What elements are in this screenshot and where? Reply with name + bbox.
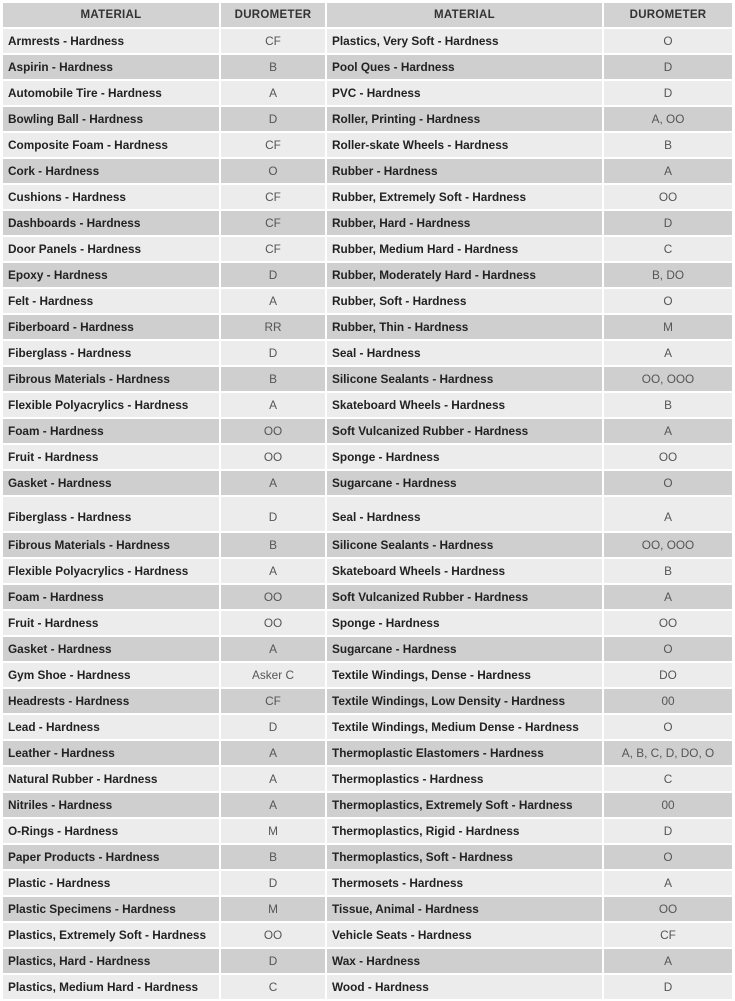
table-row (3, 81, 732, 105)
durometer-left-cell: M (221, 897, 325, 921)
durometer-left-cell: A (221, 81, 325, 105)
table-row (3, 133, 732, 157)
durometer-right-cell: C (604, 237, 732, 261)
durometer-left-cell: B (221, 533, 325, 557)
material-left-cell: O-Rings - Hardness (3, 819, 219, 843)
durometer-left-cell: OO (221, 585, 325, 609)
durometer-right-cell: D (604, 55, 732, 79)
table-row (3, 471, 732, 495)
table-row (3, 29, 732, 53)
material-right-cell: Rubber, Extremely Soft - Hardness (327, 185, 602, 209)
durometer-right-cell: OO (604, 611, 732, 635)
durometer-left-cell: C (221, 975, 325, 999)
table-row (3, 367, 732, 391)
material-left-cell: Gasket - Hardness (3, 637, 219, 661)
table-row (3, 237, 732, 261)
material-right-cell: Seal - Hardness (327, 497, 602, 531)
material-right-cell: Soft Vulcanized Rubber - Hardness (327, 585, 602, 609)
table-row (3, 419, 732, 443)
material-left-cell: Foam - Hardness (3, 585, 219, 609)
material-right-cell: Thermoplastics, Soft - Hardness (327, 845, 602, 869)
durometer-left-cell: A (221, 767, 325, 791)
material-left-cell: Bowling Ball - Hardness (3, 107, 219, 131)
durometer-right-cell: O (604, 845, 732, 869)
material-right-cell: Sponge - Hardness (327, 445, 602, 469)
table-row (3, 497, 732, 531)
material-left-cell: Fruit - Hardness (3, 611, 219, 635)
material-right-cell: Rubber - Hardness (327, 159, 602, 183)
durometer-right-cell: D (604, 211, 732, 235)
table-row (3, 897, 732, 921)
durometer-left-cell: A (221, 559, 325, 583)
durometer-right-cell: 00 (604, 689, 732, 713)
table-row (3, 159, 732, 183)
durometer-left-cell: A (221, 793, 325, 817)
material-left-cell: Armrests - Hardness (3, 29, 219, 53)
durometer-right-cell: B (604, 393, 732, 417)
durometer-right-cell: A (604, 871, 732, 895)
material-right-cell: Silicone Sealants - Hardness (327, 367, 602, 391)
material-right-cell: Textile Windings, Medium Dense - Hardness (327, 715, 602, 739)
material-left-cell: Plastic Specimens - Hardness (3, 897, 219, 921)
material-right-cell: Textile Windings, Dense - Hardness (327, 663, 602, 687)
material-left-cell: Felt - Hardness (3, 289, 219, 313)
material-right-cell: Thermoplastics, Extremely Soft - Hardness (327, 793, 602, 817)
durometer-left-cell: CF (221, 237, 325, 261)
material-left-cell: Aspirin - Hardness (3, 55, 219, 79)
durometer-right-cell: B, DO (604, 263, 732, 287)
material-right-cell: Rubber, Hard - Hardness (327, 211, 602, 235)
table-row (3, 845, 732, 869)
durometer-left-cell: OO (221, 611, 325, 635)
table-row (3, 975, 732, 999)
durometer-left-cell: A (221, 637, 325, 661)
durometer-left-cell: B (221, 367, 325, 391)
material-left-cell: Leather - Hardness (3, 741, 219, 765)
durometer-left-cell: D (221, 263, 325, 287)
material-right-cell: Rubber, Moderately Hard - Hardness (327, 263, 602, 287)
durometer-left-cell: OO (221, 445, 325, 469)
table-row (3, 315, 732, 339)
durometer-right-cell: O (604, 29, 732, 53)
durometer-right-cell: OO, OOO (604, 533, 732, 557)
durometer-right-cell: A (604, 419, 732, 443)
material-right-cell: Tissue, Animal - Hardness (327, 897, 602, 921)
material-right-cell: Rubber, Soft - Hardness (327, 289, 602, 313)
material-left-cell: Fibrous Materials - Hardness (3, 367, 219, 391)
durometer-right-cell: A (604, 159, 732, 183)
material-right-cell: Silicone Sealants - Hardness (327, 533, 602, 557)
table-row (3, 263, 732, 287)
material-right-cell: Vehicle Seats - Hardness (327, 923, 602, 947)
table-row (3, 533, 732, 557)
durometer-right-cell: 00 (604, 793, 732, 817)
durometer-right-cell: A (604, 949, 732, 973)
material-left-cell: Lead - Hardness (3, 715, 219, 739)
durometer-right-cell: A (604, 585, 732, 609)
material-left-cell: Flexible Polyacrylics - Hardness (3, 393, 219, 417)
table-row (3, 637, 732, 661)
durometer-right-cell: OO (604, 445, 732, 469)
material-left-cell: Cushions - Hardness (3, 185, 219, 209)
durometer-left-cell: OO (221, 419, 325, 443)
durometer-right-cell: O (604, 715, 732, 739)
material-right-cell: Rubber, Thin - Hardness (327, 315, 602, 339)
material-left-cell: Fruit - Hardness (3, 445, 219, 469)
header-durometer-left: DUROMETER (221, 3, 325, 27)
durometer-right-cell: D (604, 81, 732, 105)
durometer-left-cell: A (221, 393, 325, 417)
material-right-cell: Sugarcane - Hardness (327, 637, 602, 661)
material-left-cell: Plastics, Medium Hard - Hardness (3, 975, 219, 999)
table-row (3, 107, 732, 131)
material-left-cell: Nitriles - Hardness (3, 793, 219, 817)
table-row (3, 55, 732, 79)
material-right-cell: Plastics, Very Soft - Hardness (327, 29, 602, 53)
table-row (3, 871, 732, 895)
material-left-cell: Plastics, Extremely Soft - Hardness (3, 923, 219, 947)
material-left-cell: Plastics, Hard - Hardness (3, 949, 219, 973)
table-row (3, 715, 732, 739)
material-left-cell: Gasket - Hardness (3, 471, 219, 495)
durometer-left-cell: D (221, 715, 325, 739)
durometer-right-cell: OO (604, 897, 732, 921)
durometer-left-cell: Asker C (221, 663, 325, 687)
material-left-cell: Epoxy - Hardness (3, 263, 219, 287)
material-right-cell: Wax - Hardness (327, 949, 602, 973)
durometer-left-cell: D (221, 949, 325, 973)
durometer-left-cell: OO (221, 923, 325, 947)
material-right-cell: Wood - Hardness (327, 975, 602, 999)
durometer-left-cell: A (221, 741, 325, 765)
durometer-right-cell: A, B, C, D, DO, O (604, 741, 732, 765)
table-row (3, 445, 732, 469)
durometer-right-cell: OO, OOO (604, 367, 732, 391)
durometer-left-cell: A (221, 471, 325, 495)
header-material-right: MATERIAL (327, 3, 602, 27)
material-left-cell: Fiberglass - Hardness (3, 497, 219, 531)
durometer-right-cell: A (604, 341, 732, 365)
material-right-cell: Roller-skate Wheels - Hardness (327, 133, 602, 157)
header-material-left: MATERIAL (3, 3, 219, 27)
durometer-right-cell: M (604, 315, 732, 339)
durometer-left-cell: D (221, 107, 325, 131)
material-right-cell: Textile Windings, Low Density - Hardness (327, 689, 602, 713)
table-row (3, 611, 732, 635)
table-row (3, 185, 732, 209)
table-row (3, 559, 732, 583)
material-right-cell: Skateboard Wheels - Hardness (327, 393, 602, 417)
material-right-cell: Roller, Printing - Hardness (327, 107, 602, 131)
header-durometer-right: DUROMETER (604, 3, 732, 27)
durometer-right-cell: DO (604, 663, 732, 687)
durometer-left-cell: D (221, 341, 325, 365)
material-left-cell: Automobile Tire - Hardness (3, 81, 219, 105)
material-left-cell: Paper Products - Hardness (3, 845, 219, 869)
durometer-left-cell: D (221, 871, 325, 895)
durometer-right-cell: O (604, 289, 732, 313)
table-row (3, 341, 732, 365)
material-right-cell: Seal - Hardness (327, 341, 602, 365)
material-right-cell: Pool Ques - Hardness (327, 55, 602, 79)
material-left-cell: Door Panels - Hardness (3, 237, 219, 261)
durometer-left-cell: D (221, 497, 325, 531)
durometer-left-cell: CF (221, 689, 325, 713)
durometer-left-cell: CF (221, 29, 325, 53)
table-row (3, 393, 732, 417)
table-row (3, 741, 732, 765)
durometer-left-cell: CF (221, 133, 325, 157)
durometer-left-cell: CF (221, 185, 325, 209)
table-row (3, 663, 732, 687)
table-row (3, 211, 732, 235)
material-right-cell: Thermoplastic Elastomers - Hardness (327, 741, 602, 765)
durometer-left-cell: CF (221, 211, 325, 235)
material-left-cell: Plastic - Hardness (3, 871, 219, 895)
material-right-cell: PVC - Hardness (327, 81, 602, 105)
table-row (3, 689, 732, 713)
durometer-left-cell: M (221, 819, 325, 843)
durometer-left-cell: B (221, 845, 325, 869)
material-left-cell: Foam - Hardness (3, 419, 219, 443)
durometer-right-cell: D (604, 819, 732, 843)
table-header-row (3, 3, 732, 27)
material-right-cell: Sugarcane - Hardness (327, 471, 602, 495)
durometer-left-cell: B (221, 55, 325, 79)
material-left-cell: Composite Foam - Hardness (3, 133, 219, 157)
material-left-cell: Fibrous Materials - Hardness (3, 533, 219, 557)
material-right-cell: Sponge - Hardness (327, 611, 602, 635)
material-left-cell: Fiberboard - Hardness (3, 315, 219, 339)
durometer-right-cell: A, OO (604, 107, 732, 131)
material-right-cell: Thermoplastics, Rigid - Hardness (327, 819, 602, 843)
material-left-cell: Gym Shoe - Hardness (3, 663, 219, 687)
table-row (3, 793, 732, 817)
material-left-cell: Natural Rubber - Hardness (3, 767, 219, 791)
durometer-right-cell: B (604, 559, 732, 583)
durometer-left-cell: A (221, 289, 325, 313)
material-right-cell: Rubber, Medium Hard - Hardness (327, 237, 602, 261)
material-left-cell: Cork - Hardness (3, 159, 219, 183)
material-right-cell: Thermoplastics - Hardness (327, 767, 602, 791)
durometer-left-cell: RR (221, 315, 325, 339)
durometer-right-cell: C (604, 767, 732, 791)
material-left-cell: Flexible Polyacrylics - Hardness (3, 559, 219, 583)
material-right-cell: Thermosets - Hardness (327, 871, 602, 895)
table-row (3, 767, 732, 791)
material-left-cell: Dashboards - Hardness (3, 211, 219, 235)
table-row (3, 289, 732, 313)
durometer-right-cell: O (604, 471, 732, 495)
material-right-cell: Skateboard Wheels - Hardness (327, 559, 602, 583)
material-right-cell: Soft Vulcanized Rubber - Hardness (327, 419, 602, 443)
table-row (3, 949, 732, 973)
material-left-cell: Fiberglass - Hardness (3, 341, 219, 365)
table-row (3, 819, 732, 843)
table-row (3, 585, 732, 609)
table-row (3, 923, 732, 947)
durometer-right-cell: B (604, 133, 732, 157)
durometer-right-cell: O (604, 637, 732, 661)
material-left-cell: Headrests - Hardness (3, 689, 219, 713)
durometer-right-cell: CF (604, 923, 732, 947)
table-body (3, 29, 732, 999)
durometer-right-cell: D (604, 975, 732, 999)
durometer-right-cell: A (604, 497, 732, 531)
durometer-table (1, 1, 734, 1001)
durometer-right-cell: OO (604, 185, 732, 209)
durometer-left-cell: O (221, 159, 325, 183)
